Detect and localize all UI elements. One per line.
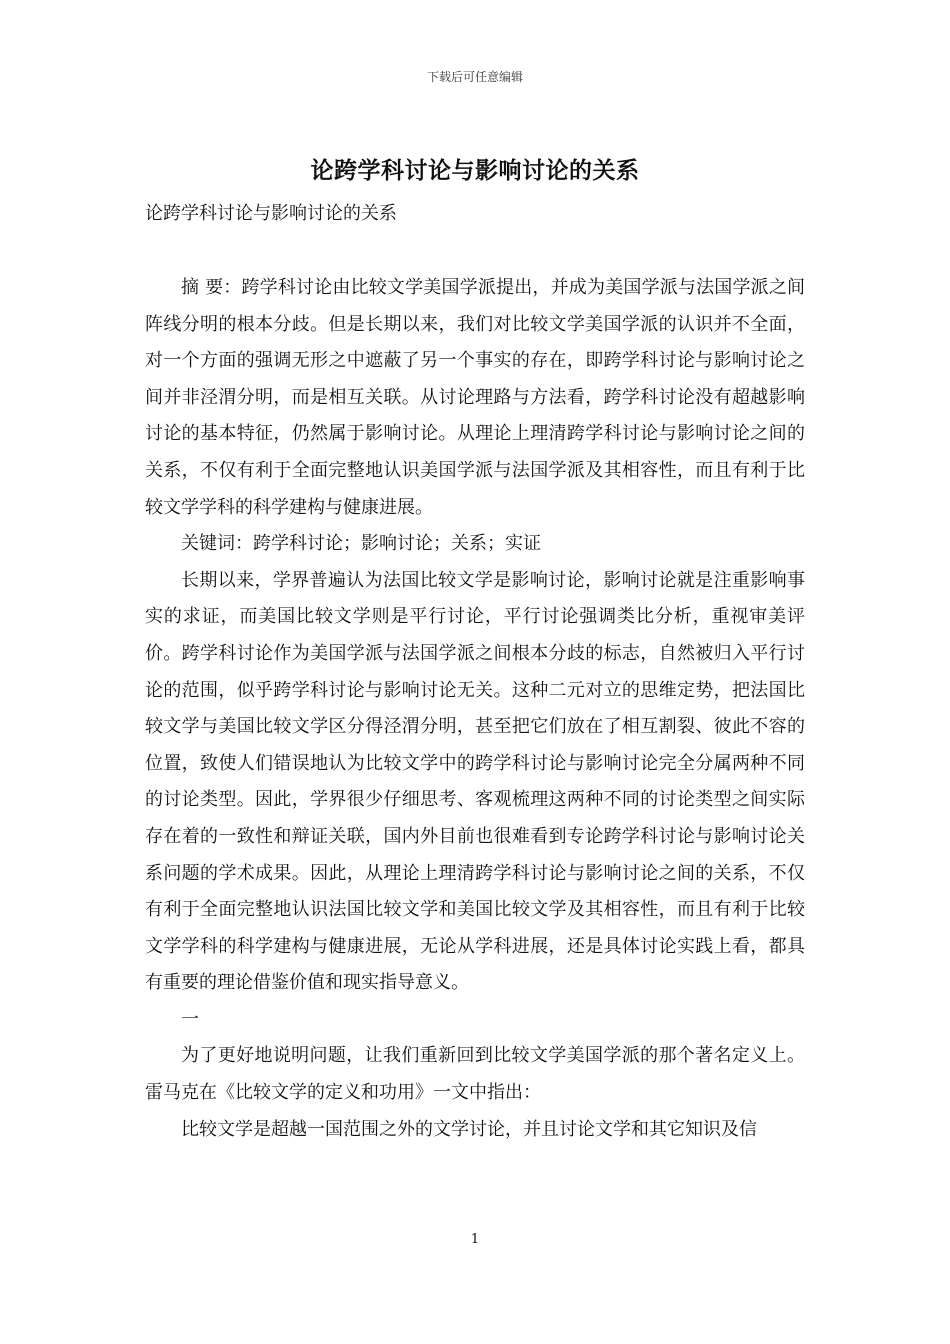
body-paragraph: 长期以来，学界普遍认为法国比较文学是影响讨论，影响讨论就是注重影响事实的求证，而美国比较文学则是平行讨论，平行讨论强调类比分析，重视审美评价。跨学科讨论作为美国学派与法国学派之间根本分歧的标志，自然被归入平行讨论的范围，似乎跨学科讨论与影响讨论无关。这种二元对立的思维定势，把法国比较文学与美国比较文学区分得泾渭分明，甚至把它们放在了相互割裂、彼此不容的位置，致使人们错误地认为比较文学中的跨学科讨论与影响讨论完全分属两种不同的讨论类型。因此，学界很少仔细思考、客观梳理这两种不同的讨论类型之间实际存在着的一致性和辩证关联，国内外目前也很难看到专论跨学科讨论与影响讨论关系问题的学术成果。因此，从理论上理清跨学科讨论与影响讨论之间的关系，不仅有利于全面完整地认识法国比较文学和美国比较文学及其相容性，而且有利于比较文学学科的科学建构与健康进展，无论从学科进展，还是具体讨论实践上看，都具有重要的理论借鉴价值和现实指导意义。: [145, 569, 805, 994]
keywords-line: 关键词：跨学科讨论；影响讨论；关系；实证: [181, 533, 541, 555]
document-title: 论跨学科讨论与影响讨论的关系: [310, 157, 640, 184]
document-subtitle: 论跨学科讨论与影响讨论的关系: [145, 203, 397, 224]
section-heading: 一: [181, 1008, 199, 1030]
abstract-paragraph: 摘 要：跨学科讨论由比较文学美国学派提出，并成为美国学派与法国学派之间阵线分明的根本分歧。但是长期以来，我们对比较文学美国学派的认识并不全面，对一个方面的强调无形之中遮蔽了另一个事实的存在，即跨学科讨论与影响讨论之间并非泾渭分明，而是相互关联。从讨论理路与方法看，跨学科讨论没有超越影响讨论的基本特征，仍然属于影响讨论。从理论上理清跨学科讨论与影响讨论之间的关系，不仅有利于全面完整地认识美国学派与法国学派及其相容性，而且有利于比较文学学科的科学建构与健康进展。: [145, 277, 805, 518]
page-header-note: 下载后可任意编辑: [426, 70, 523, 84]
document-body: [145, 270, 805, 1148]
page-number: 1: [470, 1232, 480, 1247]
quote-line: 比较文学是超越一国范围之外的文学讨论，并且讨论文学和其它知识及信: [181, 1118, 757, 1140]
body-paragraph: 为了更好地说明问题，让我们重新回到比较文学美国学派的那个著名定义上。雷马克在《比较文学的定义和功用》一文中指出：: [145, 1045, 805, 1104]
